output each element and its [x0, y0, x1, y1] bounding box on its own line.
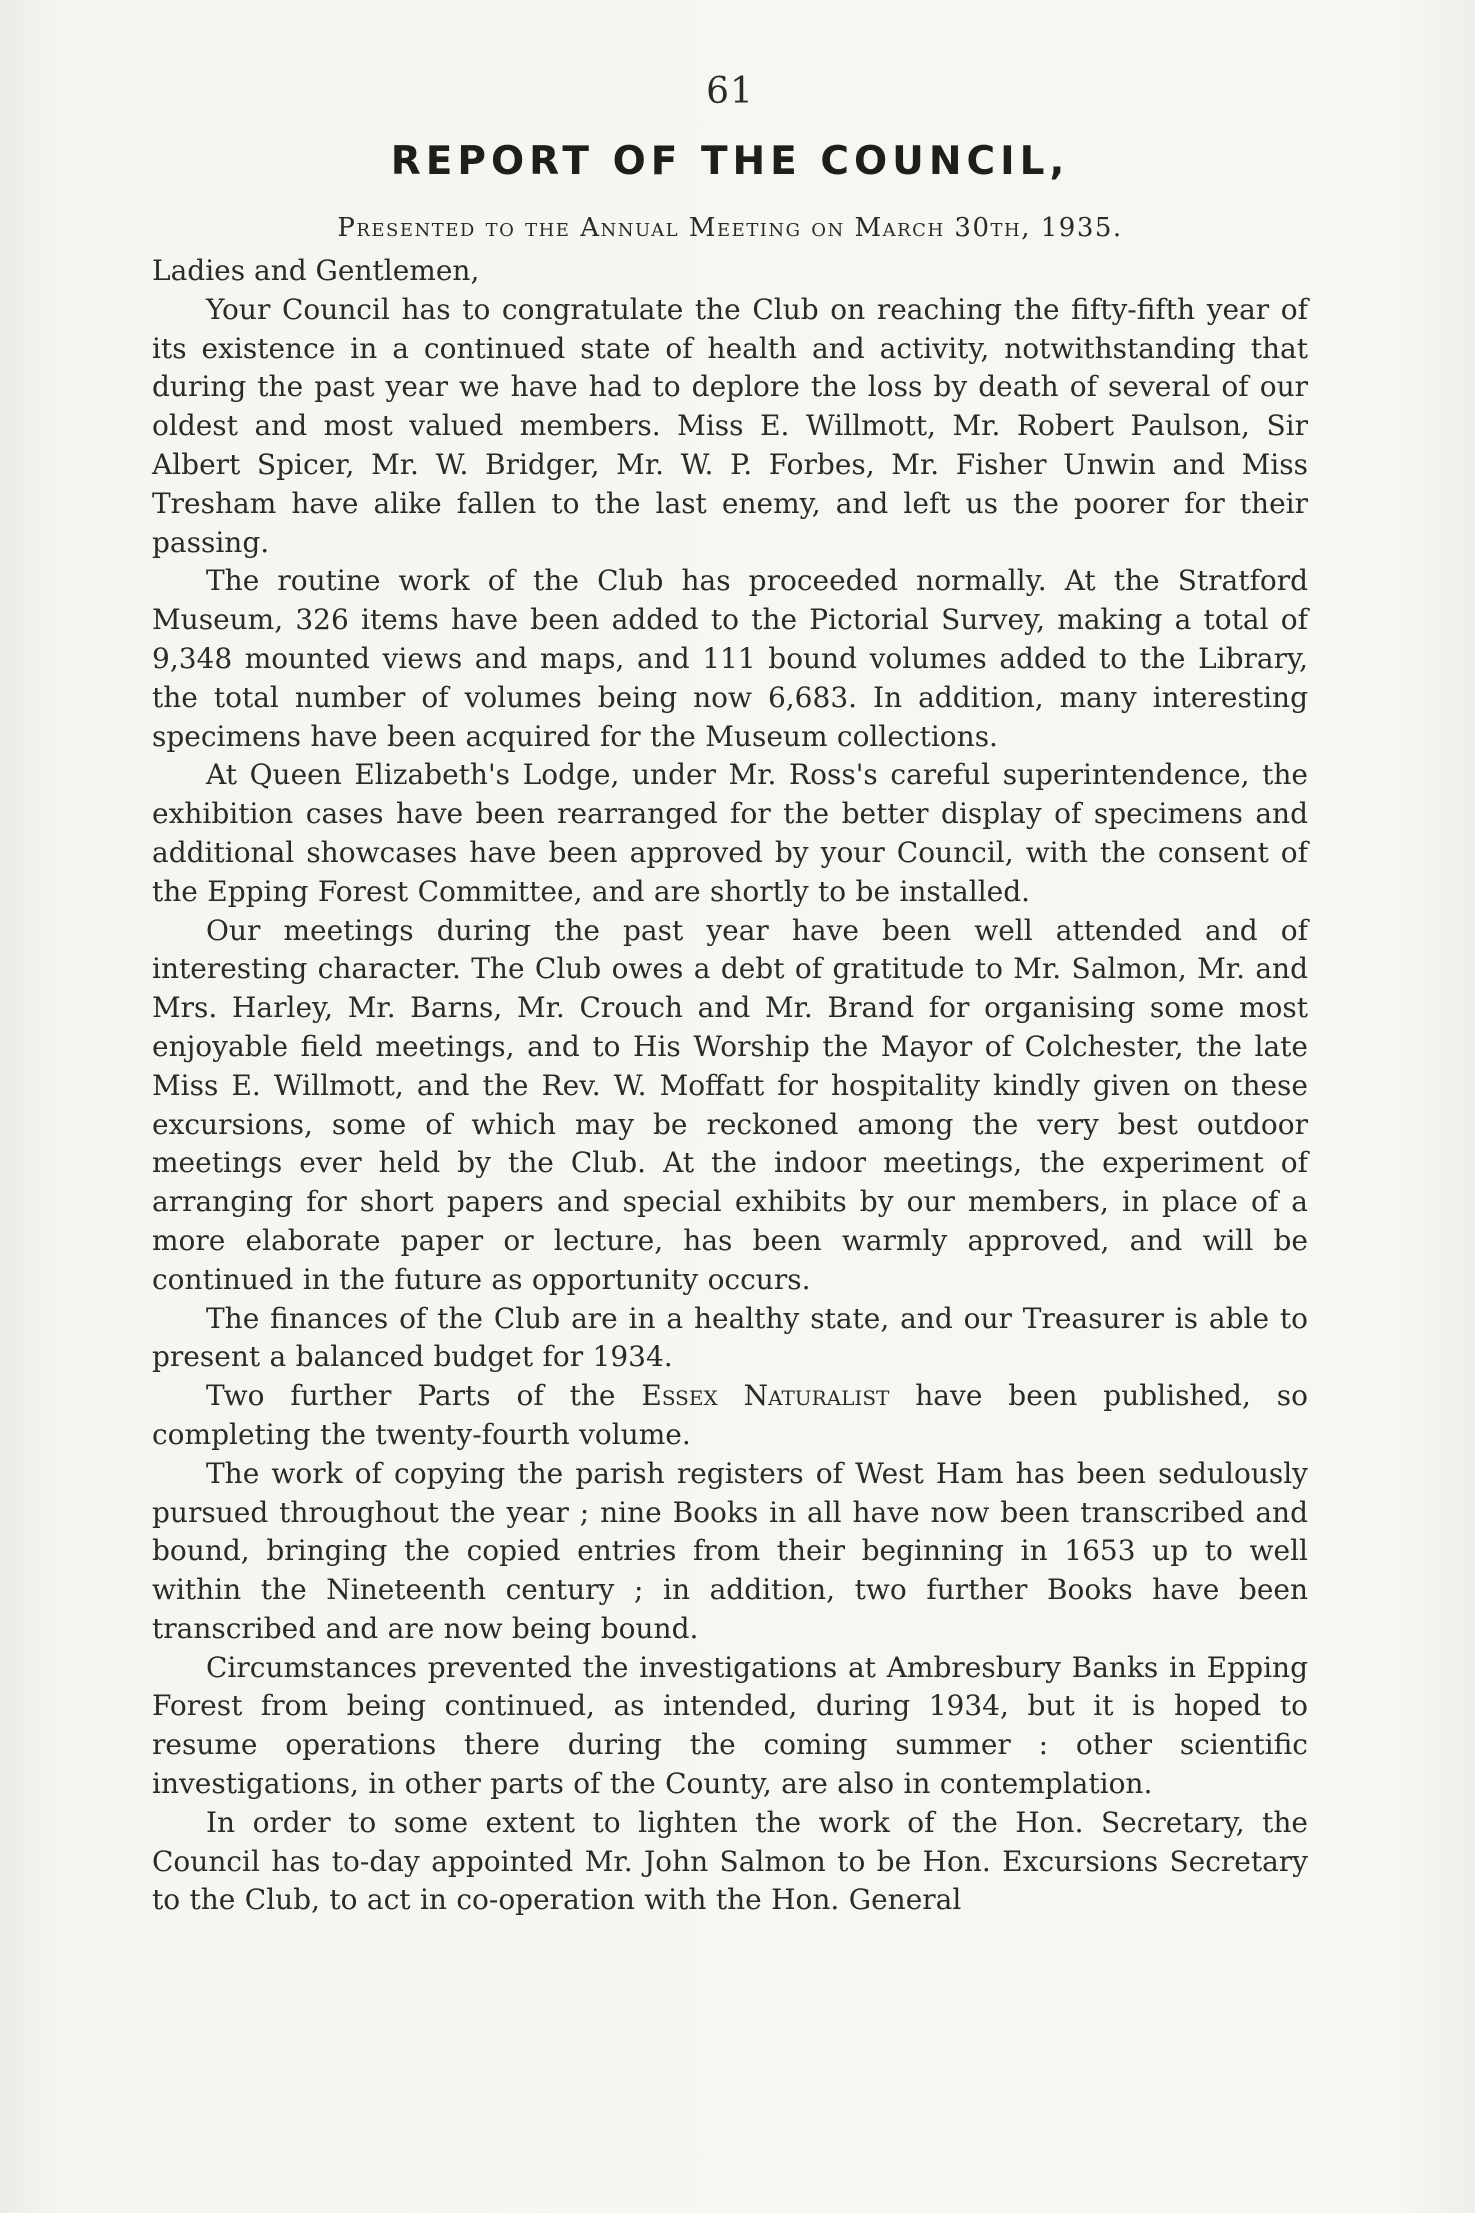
report-subtitle: Presented to the Annual Meeting on March 30th, 1935.	[337, 213, 1123, 243]
text-column	[152, 62, 1308, 1920]
paragraph-members-deaths: Your Council has to congratulate the Club on reaching the fifty-fifth year of its existence in a continued state of health and activity, notwithstanding that during the past year we have had to deplore the loss by death of several of our oldest and most valued members. Miss E. Willmott, Mr. Robert Paulson, Sir Albert Spicer, Mr. W. Bridger, Mr. W. P. Forbes, Mr. Fisher Unwin and Miss Tresham have alike fallen to the last enemy, and left us the poorer for their passing.	[152, 292, 1308, 559]
paragraph-ambresbury-banks: Circumstances prevented the investigations at Ambresbury Banks in Epping Forest from being continued, as intended, during 1934, but it is hoped to resume operations there during the coming summer : other scientific investigations, in other parts of the County, are also in contemplation.	[152, 1650, 1308, 1801]
paragraph-finances: The finances of the Club are in a healthy state, and our Treasurer is able to present a balanced budget for 1934.	[152, 1301, 1308, 1374]
publication-name: Essex Naturalist	[641, 1379, 890, 1413]
report-title: REPORT OF THE COUNCIL,	[390, 139, 1070, 184]
paragraph-secretary-appointment: In order to some extent to lighten the work of the Hon. Secretary, the Council has to-day appointed Mr. John Salmon to be Hon. Excursions Secretary to the Club, to act in co-operation with the Hon. General	[152, 1805, 1308, 1917]
paragraph-parish-registers: The work of copying the parish registers of West Ham has been sedulously pursued throughout the year ; nine Books in all have now been transcribed and bound, bringing the copied entries from their beginning in 1653 up to well within the Nineteenth century ; in addition, two further Books have been transcribed and are now being bound.	[152, 1456, 1308, 1645]
publications-text-after: have been published, so completing the twenty-fourth volume.	[152, 1379, 1308, 1451]
page-number: 61	[706, 71, 754, 112]
paragraph-queen-elizabeths-lodge: At Queen Elizabeth's Lodge, under Mr. Ross's careful superintendence, the exhibition cases have been rearranged for the better display of specimens and additional showcases have been approved by your Council, with the consent of the Epping Forest Committee, and are shortly to be installed.	[152, 758, 1308, 908]
paragraph-meetings: Our meetings during the past year have been well attended and of interesting character. The Club owes a debt of gratitude to Mr. Salmon, Mr. and Mrs. Harley, Mr. Barns, Mr. Crouch and Mr. Brand for organising some most enjoyable field meetings, and to His Worship the Mayor of Colchester, the late Miss E. Willmott, and the Rev. W. Moffatt for hospitality kindly given on these excursions, some of which may be reckoned among the very best outdoor meetings ever held by the Club. At the indoor meetings, the experiment of arranging for short papers and special exhibits by our members, in place of a more elaborate paper or lecture, has been warmly approved, and will be continued in the future as opportunity occurs.	[152, 913, 1308, 1296]
publications-text-before: Two further Parts of the	[206, 1379, 642, 1413]
paragraph-routine-work: The routine work of the Club has proceeded normally. At the Stratford Museum, 326 items have been added to the Pictorial Survey, making a total of 9,348 mounted views and maps, and 111 bound volumes added to the Library, the total number of volumes being now 6,683. In addition, many interesting specimens have been acquired for the Museum collections.	[152, 564, 1308, 753]
salutation: Ladies and Gentlemen,	[152, 254, 480, 287]
paragraph-publications	[152, 1377, 1308, 1455]
